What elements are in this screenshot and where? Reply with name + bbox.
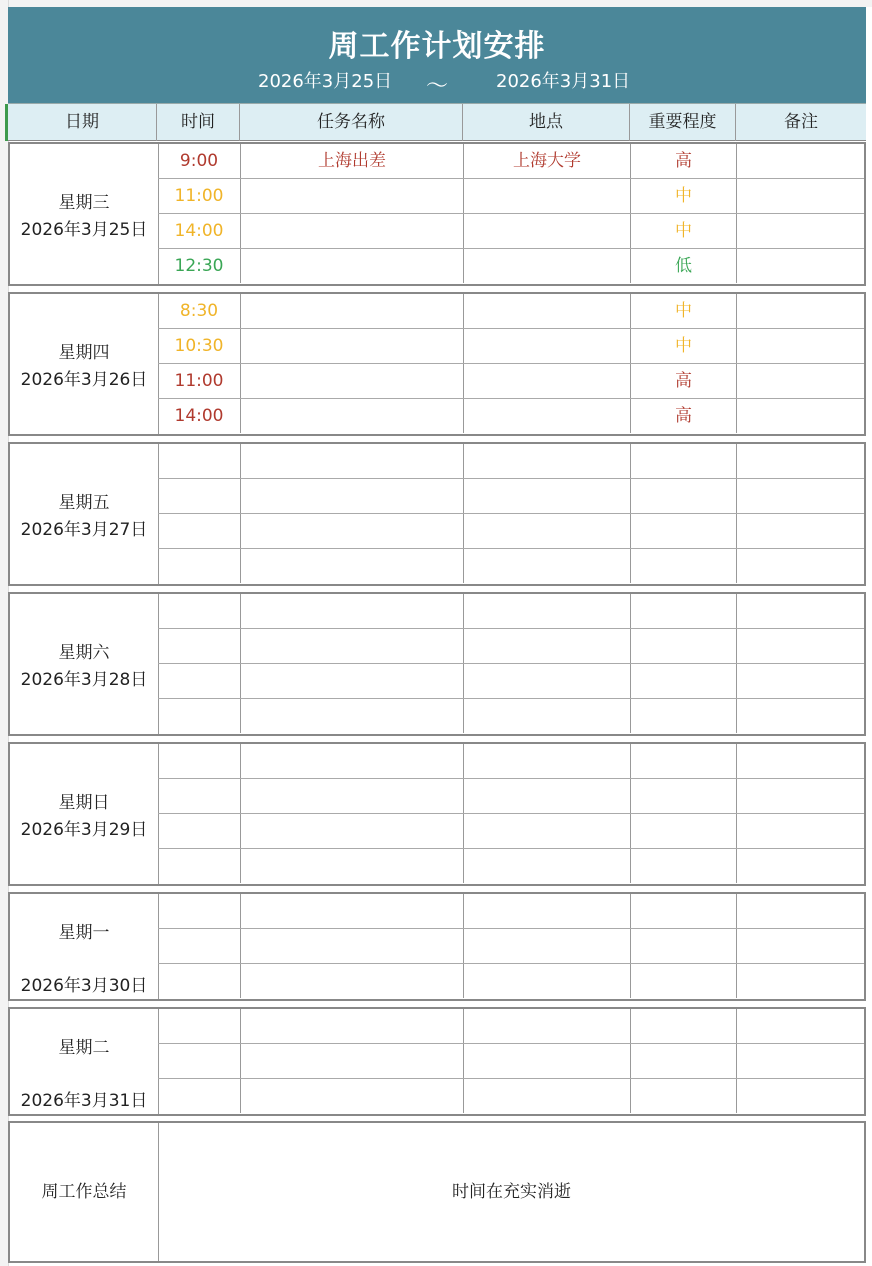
range-end-date[interactable]: 2026年3月31日 (496, 71, 631, 92)
table-row (158, 444, 864, 479)
importance-cell[interactable]: 高 (631, 144, 737, 178)
importance-cell[interactable]: 中 (631, 294, 737, 328)
time-cell[interactable] (158, 549, 241, 583)
importance-cell[interactable] (631, 629, 737, 663)
location-cell[interactable] (464, 629, 631, 663)
task-cell[interactable] (241, 699, 464, 733)
note-cell[interactable] (737, 929, 864, 963)
importance-cell[interactable]: 中 (631, 329, 737, 363)
importance-cell[interactable] (631, 929, 737, 963)
task-cell[interactable] (241, 179, 464, 213)
time-cell[interactable] (158, 699, 241, 733)
time-cell[interactable]: 14:00 (158, 214, 241, 248)
date-cell[interactable] (10, 744, 159, 884)
task-cell[interactable] (241, 814, 464, 848)
header-importance[interactable]: 重要程度 (630, 104, 736, 141)
importance-cell[interactable] (631, 1009, 737, 1043)
importance-cell[interactable] (631, 894, 737, 928)
task-cell[interactable] (241, 1044, 464, 1078)
task-cell[interactable]: 上海出差 (241, 144, 464, 178)
location-cell[interactable] (464, 744, 631, 778)
task-cell[interactable] (241, 1009, 464, 1043)
task-cell[interactable] (241, 744, 464, 778)
task-cell[interactable] (241, 779, 464, 813)
importance-cell[interactable] (631, 779, 737, 813)
table-row (158, 549, 864, 584)
time-cell[interactable]: 14:00 (158, 399, 241, 433)
importance-cell[interactable] (631, 514, 737, 548)
task-cell[interactable] (241, 849, 464, 883)
time-cell[interactable]: 11:00 (158, 179, 241, 213)
time-cell[interactable] (158, 744, 241, 778)
task-cell[interactable] (241, 364, 464, 398)
importance-cell[interactable] (631, 479, 737, 513)
table-row (158, 514, 864, 549)
header-note[interactable]: 备注 (784, 112, 818, 132)
header-date[interactable]: 日期 (8, 104, 157, 141)
date-label: 2026年3月27日 (20, 520, 148, 540)
table-row (158, 964, 864, 999)
table-row (158, 929, 864, 964)
table-row (158, 779, 864, 814)
task-cell[interactable] (241, 1079, 464, 1113)
note-cell[interactable] (737, 699, 864, 733)
note-cell[interactable] (737, 444, 864, 478)
time-cell[interactable] (158, 1079, 241, 1113)
time-cell[interactable] (158, 664, 241, 698)
importance-cell[interactable] (631, 814, 737, 848)
note-cell[interactable] (737, 364, 864, 398)
date-cell[interactable] (10, 894, 159, 999)
importance-cell[interactable] (631, 1044, 737, 1078)
note-cell[interactable] (737, 849, 864, 883)
time-cell[interactable] (158, 894, 241, 928)
time-cell[interactable] (158, 814, 241, 848)
table-row (158, 744, 864, 779)
table-row (158, 849, 864, 884)
note-cell[interactable] (737, 1079, 864, 1113)
importance-cell[interactable] (631, 964, 737, 998)
importance-cell[interactable]: 中 (631, 214, 737, 248)
importance-cell[interactable] (631, 594, 737, 628)
day-block (8, 592, 866, 736)
time-cell[interactable] (158, 514, 241, 548)
table-row (158, 814, 864, 849)
location-cell[interactable] (464, 479, 631, 513)
note-cell[interactable] (737, 214, 864, 248)
note-cell[interactable] (737, 1009, 864, 1043)
table-row (158, 364, 864, 399)
day-block (8, 142, 866, 286)
time-cell[interactable] (158, 1044, 241, 1078)
note-cell[interactable] (737, 479, 864, 513)
table-row (158, 629, 864, 664)
note-cell[interactable] (737, 294, 864, 328)
time-cell[interactable] (158, 594, 241, 628)
weekday-label: 星期日 (58, 793, 110, 813)
location-cell[interactable] (464, 699, 631, 733)
task-cell[interactable] (241, 594, 464, 628)
date-label: 2026年3月30日 (20, 976, 148, 996)
time-cell[interactable] (158, 929, 241, 963)
table-row (158, 1009, 864, 1044)
location-cell[interactable] (464, 179, 631, 213)
weekly-summary (8, 1121, 866, 1263)
location-cell[interactable] (464, 1079, 631, 1113)
task-cell[interactable] (241, 294, 464, 328)
table-row (158, 294, 864, 329)
date-label: 2026年3月31日 (20, 1091, 148, 1111)
range-separator: ～ (426, 74, 449, 99)
location-cell[interactable] (464, 1044, 631, 1078)
note-cell[interactable] (737, 894, 864, 928)
page-title[interactable]: 周工作计划安排 (328, 29, 546, 64)
table-row (158, 399, 864, 434)
summary-label[interactable]: 周工作总结 (10, 1123, 159, 1261)
table-row (158, 479, 864, 514)
task-cell[interactable] (241, 329, 464, 363)
importance-cell[interactable]: 高 (631, 364, 737, 398)
time-cell[interactable] (158, 479, 241, 513)
location-cell[interactable] (464, 214, 631, 248)
table-row (158, 664, 864, 699)
note-cell[interactable] (737, 549, 864, 583)
note-cell[interactable] (737, 329, 864, 363)
location-cell[interactable] (464, 249, 631, 283)
date-cell[interactable] (10, 594, 159, 734)
task-cell[interactable] (241, 514, 464, 548)
time-cell[interactable] (158, 629, 241, 663)
location-cell[interactable] (464, 329, 631, 363)
location-cell[interactable] (464, 444, 631, 478)
table-row (158, 894, 864, 929)
importance-cell[interactable] (631, 444, 737, 478)
note-cell[interactable] (737, 964, 864, 998)
time-cell[interactable]: 12:30 (158, 249, 241, 283)
time-cell[interactable] (158, 779, 241, 813)
time-cell[interactable] (158, 964, 241, 998)
location-cell[interactable] (464, 894, 631, 928)
time-cell[interactable] (158, 1009, 241, 1043)
table-row (158, 179, 864, 214)
location-cell[interactable] (464, 364, 631, 398)
note-cell[interactable] (737, 814, 864, 848)
task-cell[interactable] (241, 964, 464, 998)
column-header-strip (0, 0, 872, 7)
table-row (158, 594, 864, 629)
day-block (8, 742, 866, 886)
task-cell[interactable] (241, 894, 464, 928)
date-cell[interactable] (10, 294, 159, 434)
note-cell[interactable] (737, 779, 864, 813)
header-task[interactable]: 任务名称 (240, 104, 463, 141)
time-cell[interactable]: 11:00 (158, 364, 241, 398)
location-cell[interactable]: 上海大学 (464, 144, 631, 178)
location-cell[interactable] (464, 399, 631, 433)
importance-cell[interactable] (631, 1079, 737, 1113)
table-row (158, 1079, 864, 1114)
date-cell[interactable] (10, 144, 159, 284)
note-cell[interactable] (737, 399, 864, 433)
task-cell[interactable] (241, 664, 464, 698)
table-row (158, 214, 864, 249)
task-cell[interactable] (241, 629, 464, 663)
location-cell[interactable] (464, 779, 631, 813)
task-cell[interactable] (241, 444, 464, 478)
weekday-label: 星期一 (58, 923, 110, 943)
importance-cell[interactable] (631, 549, 737, 583)
task-cell[interactable] (241, 549, 464, 583)
note-cell[interactable] (737, 514, 864, 548)
importance-cell[interactable]: 中 (631, 179, 737, 213)
note-cell[interactable] (737, 594, 864, 628)
date-label: 2026年3月28日 (20, 670, 148, 690)
table-row (158, 249, 864, 284)
table-row (158, 144, 864, 179)
location-cell[interactable] (464, 849, 631, 883)
location-cell[interactable] (464, 964, 631, 998)
title-banner (8, 7, 866, 103)
importance-cell[interactable] (631, 744, 737, 778)
weekday-label: 星期三 (58, 193, 110, 213)
importance-cell[interactable] (631, 699, 737, 733)
task-cell[interactable] (241, 929, 464, 963)
note-cell[interactable] (737, 249, 864, 283)
time-cell[interactable]: 9:00 (158, 144, 241, 178)
date-label: 2026年3月25日 (20, 220, 148, 240)
summary-text[interactable]: 时间在充实消逝 (452, 1182, 571, 1202)
day-block (8, 892, 866, 1001)
task-cell[interactable] (241, 399, 464, 433)
time-cell[interactable]: 8:30 (158, 294, 241, 328)
note-cell[interactable] (737, 1044, 864, 1078)
time-cell[interactable]: 10:30 (158, 329, 241, 363)
note-cell[interactable] (737, 629, 864, 663)
location-cell[interactable] (464, 514, 631, 548)
day-block (8, 1007, 866, 1116)
header-location[interactable]: 地点 (463, 104, 630, 141)
location-cell[interactable] (464, 1009, 631, 1043)
date-label: 2026年3月29日 (20, 820, 148, 840)
date-cell[interactable] (10, 1009, 159, 1114)
note-cell[interactable] (737, 179, 864, 213)
day-block (8, 442, 866, 586)
weekday-label: 星期五 (58, 493, 110, 513)
location-cell[interactable] (464, 814, 631, 848)
task-cell[interactable] (241, 249, 464, 283)
task-cell[interactable] (241, 214, 464, 248)
location-cell[interactable] (464, 929, 631, 963)
location-cell[interactable] (464, 549, 631, 583)
header-time[interactable]: 时间 (157, 104, 240, 141)
task-cell[interactable] (241, 479, 464, 513)
importance-cell[interactable] (631, 664, 737, 698)
location-cell[interactable] (464, 664, 631, 698)
weekday-label: 星期二 (58, 1038, 110, 1058)
importance-cell[interactable]: 低 (631, 249, 737, 283)
day-block (8, 292, 866, 436)
table-row (158, 1044, 864, 1079)
table-row (158, 699, 864, 734)
time-cell[interactable] (158, 849, 241, 883)
range-start-date[interactable]: 2026年3月25日 (258, 71, 393, 92)
date-cell[interactable] (10, 444, 159, 584)
table-header (8, 103, 866, 141)
note-cell[interactable] (737, 744, 864, 778)
table-row (158, 329, 864, 364)
location-cell[interactable] (464, 294, 631, 328)
note-cell[interactable] (737, 144, 864, 178)
time-cell[interactable] (158, 444, 241, 478)
weekday-label: 星期六 (58, 643, 110, 663)
importance-cell[interactable] (631, 849, 737, 883)
date-label: 2026年3月26日 (20, 370, 148, 390)
location-cell[interactable] (464, 594, 631, 628)
importance-cell[interactable]: 高 (631, 399, 737, 433)
note-cell[interactable] (737, 664, 864, 698)
weekday-label: 星期四 (58, 343, 110, 363)
